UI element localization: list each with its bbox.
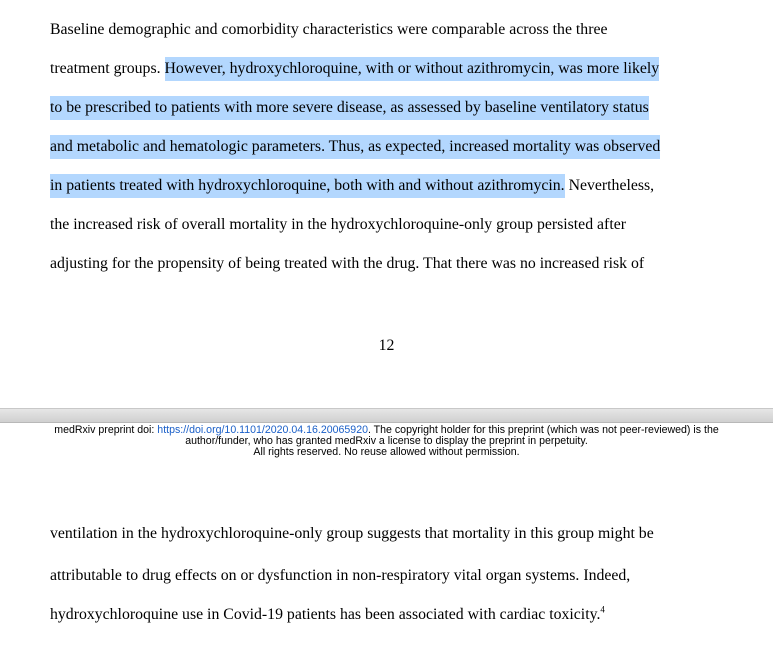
text-line-2[interactable]	[50, 59, 659, 79]
text-line-8[interactable]	[50, 524, 654, 544]
line-text: hydroxychloroquine use in Covid-19 patients has been associated with cardiac toxicity.	[50, 606, 601, 623]
text-line-5[interactable]	[50, 176, 654, 196]
text-line-6[interactable]	[50, 215, 626, 235]
highlighted-text[interactable]: to be prescribed to patients with more severe disease, as assessed by baseline ventilatory status	[50, 96, 649, 120]
citation-superscript[interactable]: 4	[600, 604, 605, 615]
text-line-1[interactable]	[50, 20, 607, 40]
line-text: adjusting for the propensity of being treated with the drug. That there was no increased risk of	[50, 255, 645, 272]
header-copyright-text: . The copyright holder for this preprint (which was not peer-reviewed) is the	[367, 424, 719, 436]
highlighted-text[interactable]: in patients treated with hydroxychloroquine, both with and without azithromycin.	[50, 174, 565, 198]
header-line-2: author/funder, who has granted medRxiv a license to display the preprint in perpetuity.	[185, 435, 588, 448]
line-text: treatment groups.	[50, 60, 165, 77]
text-line-9[interactable]	[50, 566, 630, 586]
highlighted-text[interactable]: and metabolic and hematologic parameters. Thus, as expected, increased mortality was observed	[50, 135, 660, 159]
text-line-3[interactable]	[50, 98, 649, 118]
highlighted-text[interactable]: However, hydroxychloroquine, with or without azithromycin, was more likely	[165, 57, 660, 81]
line-text: ventilation in the hydroxychloroquine-only group suggests that mortality in this group might be	[50, 525, 654, 542]
page-break-divider	[0, 408, 773, 423]
page-number: 12	[378, 337, 395, 354]
line-text: the increased risk of overall mortality in the hydroxychloroquine-only group persisted after	[50, 216, 626, 233]
line-text: Nevertheless,	[564, 177, 655, 194]
header-prefix: medRxiv preprint doi:	[54, 424, 158, 436]
text-line-7[interactable]	[50, 254, 644, 274]
doi-link[interactable]: https://doi.org/10.1101/2020.04.16.20065920	[157, 424, 368, 436]
text-line-10[interactable]	[50, 605, 605, 625]
line-text: Baseline demographic and comorbidity characteristics were comparable across the three	[50, 21, 608, 38]
text-line-4[interactable]	[50, 137, 660, 157]
header-line-3: All rights reserved. No reuse allowed without permission.	[253, 446, 520, 459]
line-text: attributable to drug effects on or dysfunction in non-respiratory vital organ systems. Indeed,	[50, 567, 631, 584]
preprint-header	[0, 425, 773, 459]
